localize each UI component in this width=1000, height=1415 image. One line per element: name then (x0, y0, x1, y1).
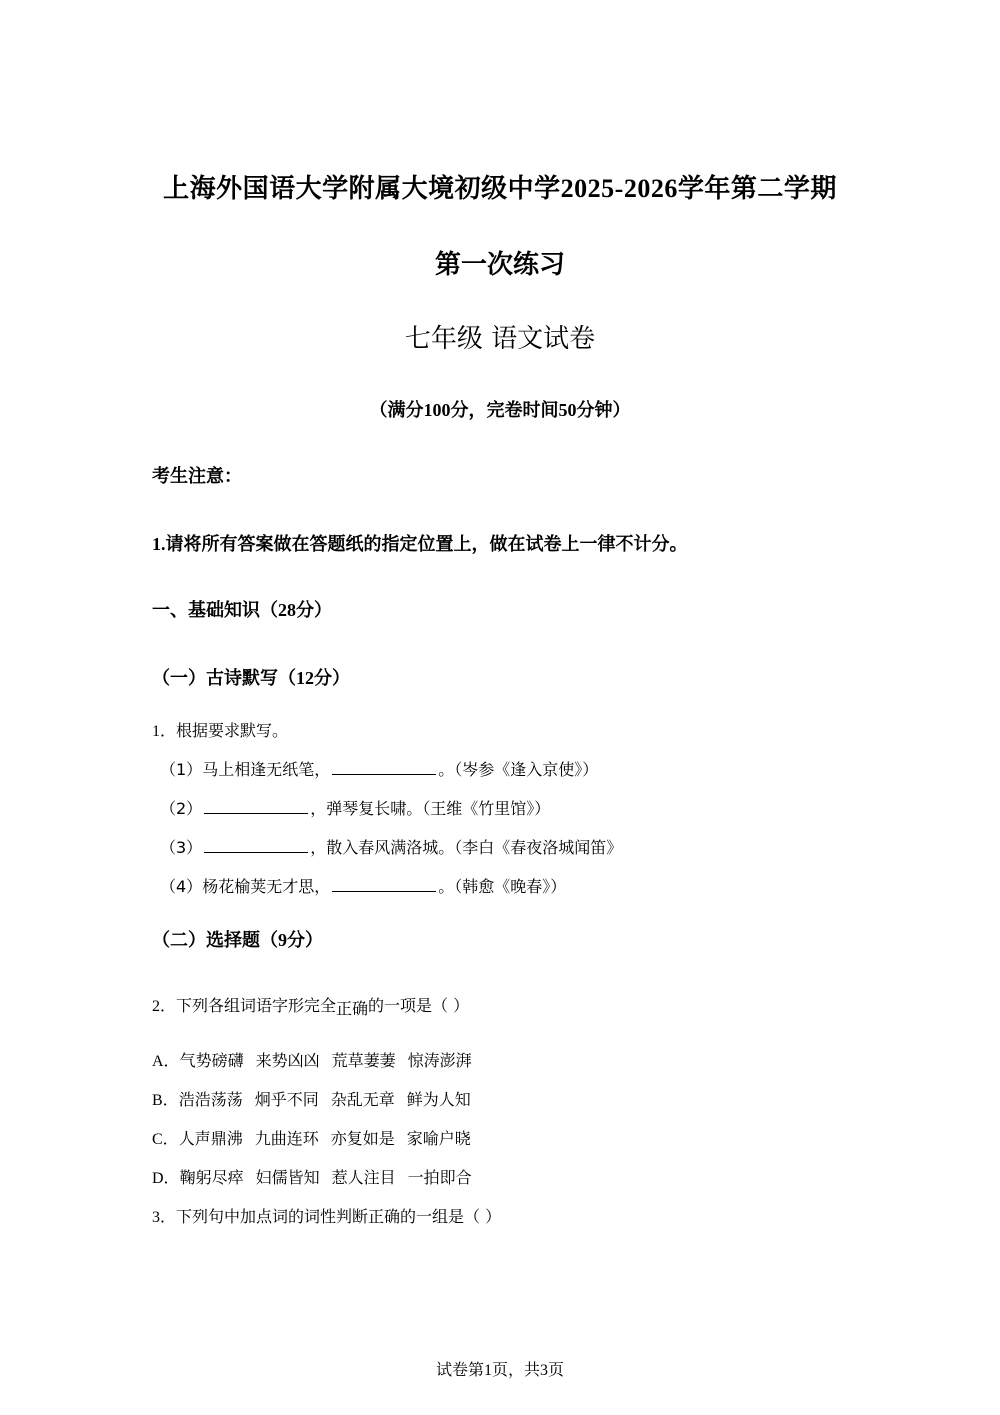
subsection-title-choice: （二）选择题（9分） (152, 930, 323, 950)
option-word: 浩浩荡荡 (178, 1090, 243, 1109)
answer-blank (204, 799, 308, 814)
option-word: 气势磅礴 (179, 1051, 244, 1070)
option-word: 荒草萋萋 (331, 1051, 396, 1070)
option-word: 一拍即合 (407, 1168, 472, 1187)
score-info: （满分100分，完卷时间50分钟） (369, 400, 631, 420)
option-word: 惊涛澎湃 (407, 1051, 472, 1070)
item-number: （4） (160, 877, 203, 896)
option-c (152, 1126, 483, 1149)
exam-title-line1: 上海外国语大学附属大境初级中学2025-2026学年第二学期 (163, 174, 837, 203)
question-1-item-4 (160, 874, 566, 897)
option-word: 来势凶凶 (255, 1051, 320, 1070)
item-text-before: 杨花榆荚无才思， (202, 877, 331, 896)
item-text-after: 。（韩愈《晚春》） (438, 877, 567, 896)
item-text-before: 马上相逢无纸笔， (202, 760, 331, 779)
item-number: （1） (160, 760, 203, 779)
option-label: A． (152, 1053, 180, 1070)
notice-title: 考生注意： (152, 466, 242, 486)
option-word: 家喻户晓 (406, 1129, 471, 1148)
subsection-title-poetry: （一）古诗默写（12分） (152, 668, 350, 688)
option-a (152, 1048, 484, 1071)
section-title-basic-knowledge: 一、基础知识（28分） (152, 600, 332, 620)
answer-blank (332, 877, 436, 892)
question-number: 3． (152, 1209, 177, 1226)
item-number: （2） (160, 799, 203, 818)
option-word: 杂乱无章 (330, 1090, 395, 1109)
answer-blank (204, 838, 308, 853)
question-1-item-3 (160, 835, 622, 858)
option-word: 鲜为人知 (406, 1090, 471, 1109)
item-text-after: ，散入春风满洛城。（李白《春夜洛城闻笛》 (310, 838, 623, 857)
option-word: 妇儒皆知 (255, 1168, 320, 1187)
answer-blank (332, 760, 436, 775)
question-2-stem (152, 993, 469, 1016)
exam-subject-title: 七年级 语文试卷 (404, 324, 596, 354)
question-number: 2． (152, 998, 177, 1015)
notice-item-1: 1.请将所有答案做在答题纸的指定位置上，做在试卷上一律不计分。 (152, 534, 688, 554)
item-text-after: 。（岑参《逢入京使》） (438, 760, 599, 779)
question-text-part-a: 下列各组词语字形完全 (176, 996, 337, 1015)
question-1-stem (152, 718, 288, 741)
item-text-after: ，弹琴复长啸。（王维《竹里馆》） (310, 799, 551, 818)
option-word: 鞠躬尽瘁 (179, 1168, 244, 1187)
exam-title-line2: 第一次练习 (434, 250, 565, 279)
option-word: 炯乎不同 (254, 1090, 319, 1109)
question-text: 下列句中加点词的词性判断正确的一组是（ ） (176, 1207, 502, 1226)
question-text: 根据要求默写。 (176, 721, 289, 740)
question-number: 1． (152, 723, 177, 740)
question-text-lowered: 正确 (336, 999, 369, 1018)
option-word: 人声鼎沸 (178, 1129, 243, 1148)
option-word: 亦复如是 (330, 1129, 395, 1148)
option-word: 九曲连环 (254, 1129, 319, 1148)
option-label: C． (152, 1131, 179, 1148)
question-1-item-1 (160, 757, 598, 780)
question-text-part-b: 的一项是（ ） (368, 996, 470, 1015)
question-1-item-2 (160, 796, 550, 819)
question-3-stem (152, 1204, 501, 1227)
page-footer: 试卷第1页，共3页 (435, 1362, 564, 1379)
option-label: B． (152, 1092, 179, 1109)
option-d (152, 1165, 484, 1188)
option-label: D． (152, 1170, 180, 1187)
item-number: （3） (160, 838, 203, 857)
option-word: 惹人注目 (331, 1168, 396, 1187)
option-b (152, 1087, 483, 1110)
